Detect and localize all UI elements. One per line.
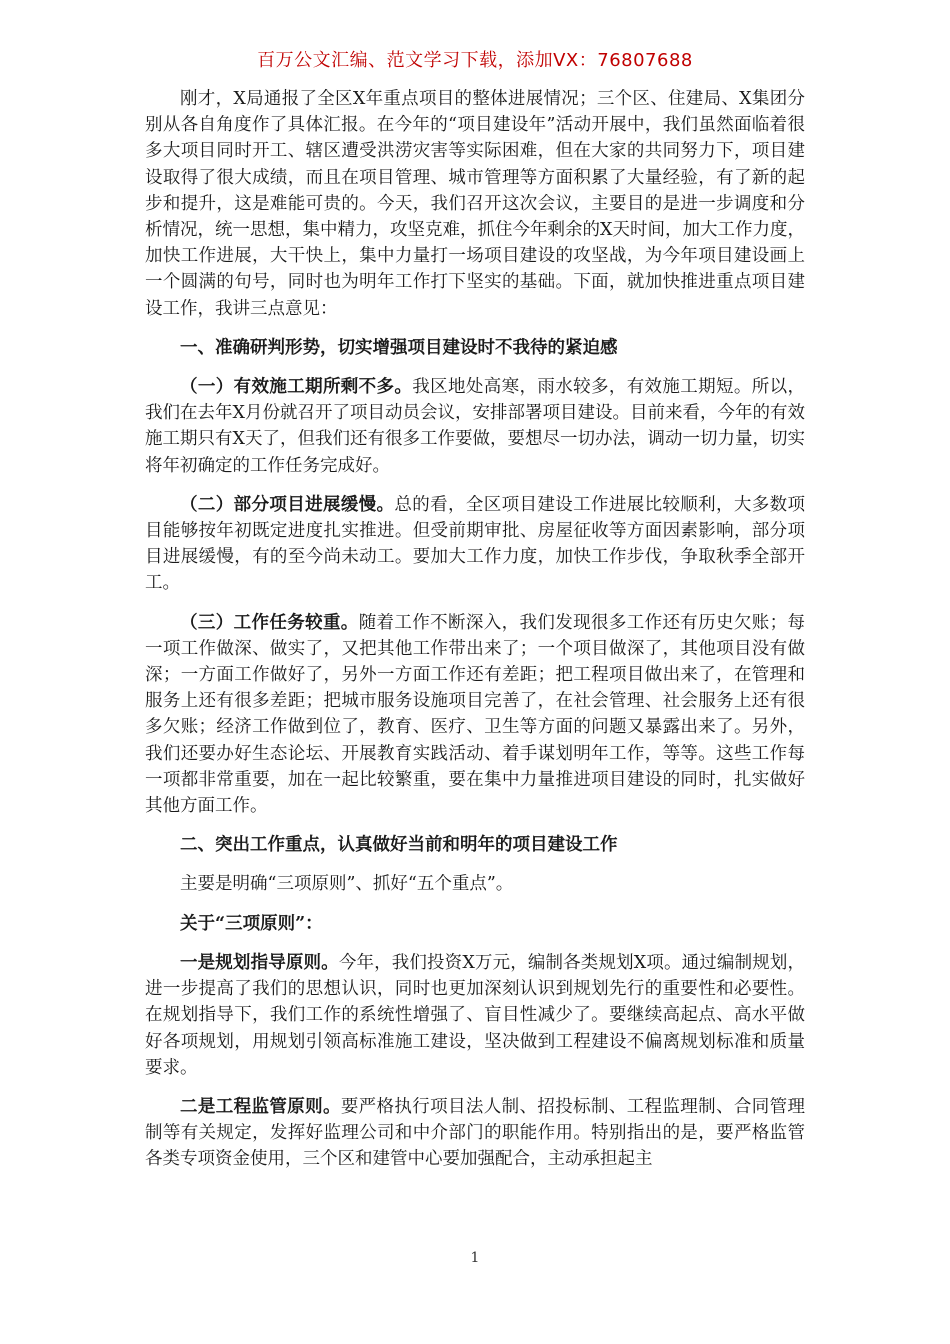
paragraph-7-body: 要严格执行项目法人制、招投标制、工程监理制、合同管理制等有关规定，发挥好监理公司和中介部门的职能作用。特别指出的是，要严格监管各类专项资金使用，三个区和建管中心要加强配合，主动承担起主: [145, 1096, 806, 1170]
paragraph-4: 主要是明确“三项原则”、抓好“五个重点”。: [180, 874, 514, 895]
document-body: [145, 86, 805, 1186]
page-number: 1: [470, 1250, 480, 1266]
paragraph-3-lead: （三）工作任务较重。: [180, 612, 359, 633]
paragraph-3-body: 随着工作不断深入，我们发现很多工作还有历史欠账；每一项工作做深、做实了，又把其他工作带出来了；一个项目做深了，其他项目没有做深；一方面工作做好了，另外一方面工作还有差距；把工程项目做出来了，在管理和服务上还有很多差距；把城市服务设施项目完善了，在社会管理、社会服务上还有很多欠账；经济工作做到位了，教育、医疗、卫生等方面的问题又暴露出来了。另外，我们还要办好生态论坛、开展教育实践活动、着手谋划明年工作，等等。这些工作每一项都非常重要，加在一起比较繁重，要在集中力量推进项目建设的同时，扎实做好其他方面工作。: [145, 612, 806, 817]
paragraph-3: [145, 610, 805, 820]
paragraph-2: [145, 492, 805, 597]
section-heading-2: 二、突出工作重点，认真做好当前和明年的项目建设工作: [180, 835, 618, 856]
paragraph-6: [145, 950, 805, 1081]
watermark-header: 百万公文汇编、范文学习下载，添加VX：76807688: [257, 50, 693, 71]
paragraph-1: [145, 374, 805, 479]
paragraph-5: 关于“三项原则”：: [180, 913, 323, 934]
intro-paragraph: 刚才，X局通报了全区X年重点项目的整体进展情况；三个区、住建局、X集团分别从各自角度作了具体汇报。在今年的“项目建设年”活动开展中，我们虽然面临着很多大项目同时开工、辖区遭受洪涝灾害等实际困难，但在大家的共同努力下，项目建设取得了很大成绩，而且在项目管理、城市管理等方面积累了大量经验，有了新的起步和提升，这是难能可贵的。今天，我们召开这次会议，主要目的是进一步调度和分析情况，统一思想，集中精力，攻坚克难，抓住今年剩余的X天时间，加大工作力度，加快工作进展，大干快上，集中力量打一场项目建设的攻坚战，为今年项目建设画上一个圆满的句号，同时也为明年工作打下坚实的基础。下面，就加快推进重点项目建设工作，我讲三点意见：: [145, 89, 805, 319]
paragraph-6-body: 今年，我们投资X万元，编制各类规划X项。通过编制规划，进一步提高了我们的思想认识，同时也更加深刻认识到规划先行的重要性和必要性。在规划指导下，我们工作的系统性增强了、盲目性减少了。要继续高起点、高水平做好各项规划，用规划引领高标准施工建设，坚决做到工程建设不偏离规划标准和质量要求。: [145, 952, 805, 1078]
paragraph-7-lead: 二是工程监管原则。: [180, 1096, 341, 1117]
paragraph-2-body: 总的看，全区项目建设工作进展比较顺利，大多数项目能够按年初既定进度扎实推进。但受前期审批、房屋征收等方面因素影响，部分项目进展缓慢，有的至今尚未动工。要加大工作力度，加快工作步伐，争取秋季全部开工。: [145, 494, 806, 594]
paragraph-7: [145, 1094, 805, 1173]
paragraph-1-body: 我区地处高寒，雨水较多，有效施工期短。所以，我们在去年X月份就召开了项目动员会议，安排部署项目建设。目前来看，今年的有效施工期只有X天了，但我们还有很多工作要做，要想尽一切办法，调动一切力量，切实将年初确定的工作任务完成好。: [145, 377, 806, 476]
paragraph-6-lead: 一是规划指导原则。: [180, 952, 339, 973]
paragraph-1-lead: （一）有效施工期所剩不多。: [180, 377, 413, 398]
section-heading-1: 一、准确研判形势，切实增强项目建设时不我待的紧迫感: [180, 337, 618, 358]
paragraph-2-lead: （二）部分项目进展缓慢。: [180, 494, 395, 515]
